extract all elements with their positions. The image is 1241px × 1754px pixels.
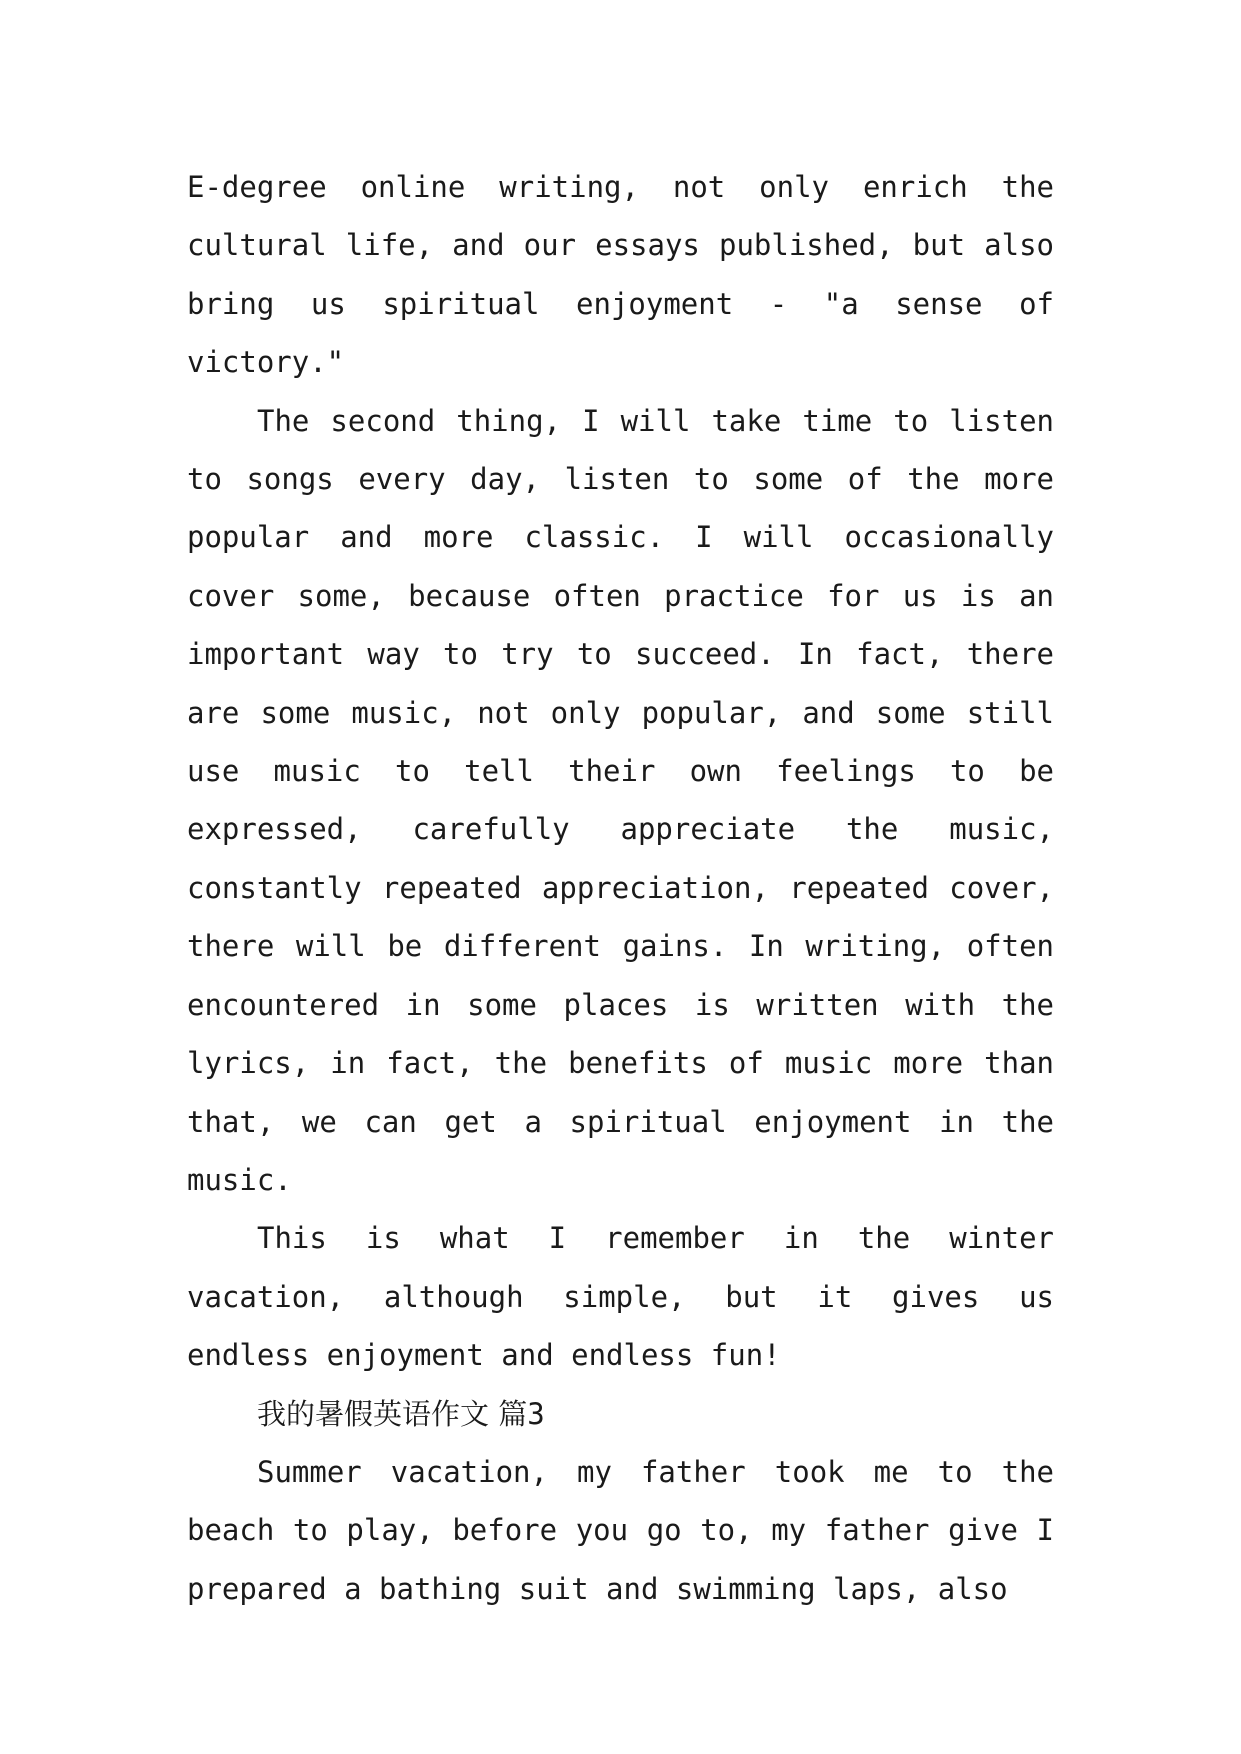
section-heading: [187, 1385, 1054, 1443]
paragraph-continued: E-degree online writing, not only enrich the cultural life, and our essays published, but also bring us spiritual enjoyment - "a sense of victory.": [187, 170, 1054, 380]
paragraph-music: The second thing, I will take time to listen to songs every day, listen to some of the more popular and more classic. I will occasionally cover some, because often practice for us is an important way to try to succeed. In fact, there are some music, not only popular, and some still use music to tell their own feelings to be expressed, carefully appreciate the music, constantly repeated appreciation, repeated cover, there will be different gains. In writing, often encountered in some places is written with the lyrics, in fact, the benefits of music more than that, we can get a spiritual enjoyment in the music.: [187, 403, 1054, 1197]
section-heading-title: 我的暑假英语作文 篇: [257, 1396, 528, 1431]
paragraph-summer-vacation: Summer vacation, my father took me to the beach to play, before you go to, my father give I prepared a bathing suit and swimming laps, also: [187, 1454, 1054, 1606]
paragraph-winter-vacation: This is what I remember in the winter vacation, although simple, but it gives us endless enjoyment and endless fun!: [187, 1221, 1054, 1373]
document-body: [187, 158, 1054, 1618]
section-heading-number: 3: [527, 1396, 545, 1431]
